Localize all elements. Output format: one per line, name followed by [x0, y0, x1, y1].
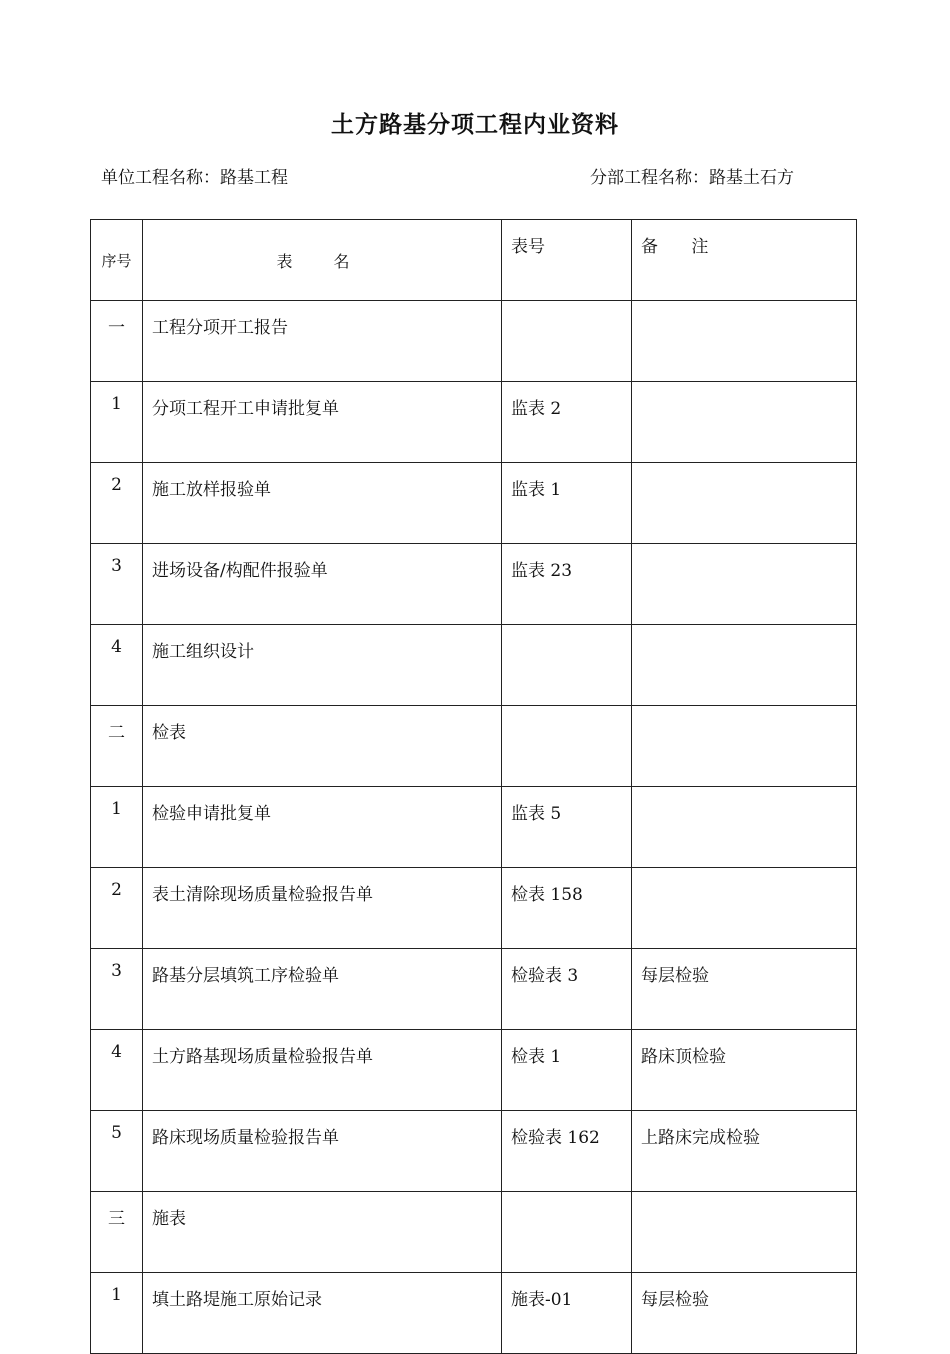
row-no: 一	[91, 301, 143, 382]
sub-project-value: 路基土石方	[709, 168, 794, 188]
row-form-name: 表土清除现场质量检验报告单	[143, 868, 502, 949]
row-form-name: 施表	[143, 1192, 502, 1273]
header-name: 表 名	[143, 220, 502, 301]
table-row	[91, 706, 857, 787]
row-note	[632, 706, 857, 787]
row-form-code	[502, 301, 632, 382]
row-form-code	[502, 706, 632, 787]
row-note	[632, 301, 857, 382]
row-form-code: 检表 1	[502, 1030, 632, 1111]
row-no: 二	[91, 706, 143, 787]
table-row	[91, 1111, 857, 1192]
table-row	[91, 1273, 857, 1354]
row-form-name: 填土路堤施工原始记录	[143, 1273, 502, 1354]
table-row	[91, 544, 857, 625]
row-no: 三	[91, 1192, 143, 1273]
row-form-code	[502, 625, 632, 706]
row-form-code: 检验表 162	[502, 1111, 632, 1192]
row-no: 2	[91, 868, 143, 949]
page-title: 土方路基分项工程内业资料	[331, 111, 619, 138]
row-form-code: 检验表 3	[502, 949, 632, 1030]
row-note	[632, 625, 857, 706]
table-row	[91, 382, 857, 463]
table-row	[91, 949, 857, 1030]
unit-project-info	[101, 163, 288, 188]
row-note: 每层检验	[632, 1273, 857, 1354]
row-form-name: 施工组织设计	[143, 625, 502, 706]
row-form-name: 路基分层填筑工序检验单	[143, 949, 502, 1030]
row-form-name: 检验申请批复单	[143, 787, 502, 868]
table-row	[91, 301, 857, 382]
table-body	[91, 301, 857, 1354]
row-form-code: 监表 1	[502, 463, 632, 544]
row-form-code	[502, 1192, 632, 1273]
row-note	[632, 463, 857, 544]
sub-project-info	[590, 163, 794, 188]
table-row	[91, 787, 857, 868]
sub-project-label: 分部工程名称：	[590, 168, 709, 188]
row-form-name: 进场设备/构配件报验单	[143, 544, 502, 625]
row-no: 1	[91, 787, 143, 868]
row-form-name: 分项工程开工申请批复单	[143, 382, 502, 463]
row-no: 3	[91, 949, 143, 1030]
row-form-name: 工程分项开工报告	[143, 301, 502, 382]
row-no: 5	[91, 1111, 143, 1192]
row-note	[632, 787, 857, 868]
table-row	[91, 625, 857, 706]
header-no: 序号	[91, 220, 143, 301]
row-no: 4	[91, 625, 143, 706]
row-note: 路床顶检验	[632, 1030, 857, 1111]
form-index-table	[90, 219, 857, 1354]
unit-project-label: 单位工程名称：	[101, 168, 220, 188]
row-note: 上路床完成检验	[632, 1111, 857, 1192]
row-note: 每层检验	[632, 949, 857, 1030]
table-row	[91, 463, 857, 544]
row-form-name: 路床现场质量检验报告单	[143, 1111, 502, 1192]
row-form-name: 施工放样报验单	[143, 463, 502, 544]
row-no: 1	[91, 382, 143, 463]
table-row	[91, 1030, 857, 1111]
row-form-code: 监表 2	[502, 382, 632, 463]
row-form-name: 土方路基现场质量检验报告单	[143, 1030, 502, 1111]
row-note	[632, 544, 857, 625]
row-form-code: 监表 5	[502, 787, 632, 868]
row-form-code: 监表 23	[502, 544, 632, 625]
row-note	[632, 868, 857, 949]
table-header-row	[91, 220, 857, 301]
row-no: 2	[91, 463, 143, 544]
row-note	[632, 1192, 857, 1273]
row-no: 1	[91, 1273, 143, 1354]
header-note: 备 注	[632, 220, 857, 301]
row-no: 4	[91, 1030, 143, 1111]
table-row	[91, 868, 857, 949]
row-note	[632, 382, 857, 463]
row-form-name: 检表	[143, 706, 502, 787]
row-form-code: 检表 158	[502, 868, 632, 949]
row-form-code: 施表-01	[502, 1273, 632, 1354]
table-row	[91, 1192, 857, 1273]
row-no: 3	[91, 544, 143, 625]
header-code: 表号	[502, 220, 632, 301]
unit-project-value: 路基工程	[220, 168, 288, 188]
